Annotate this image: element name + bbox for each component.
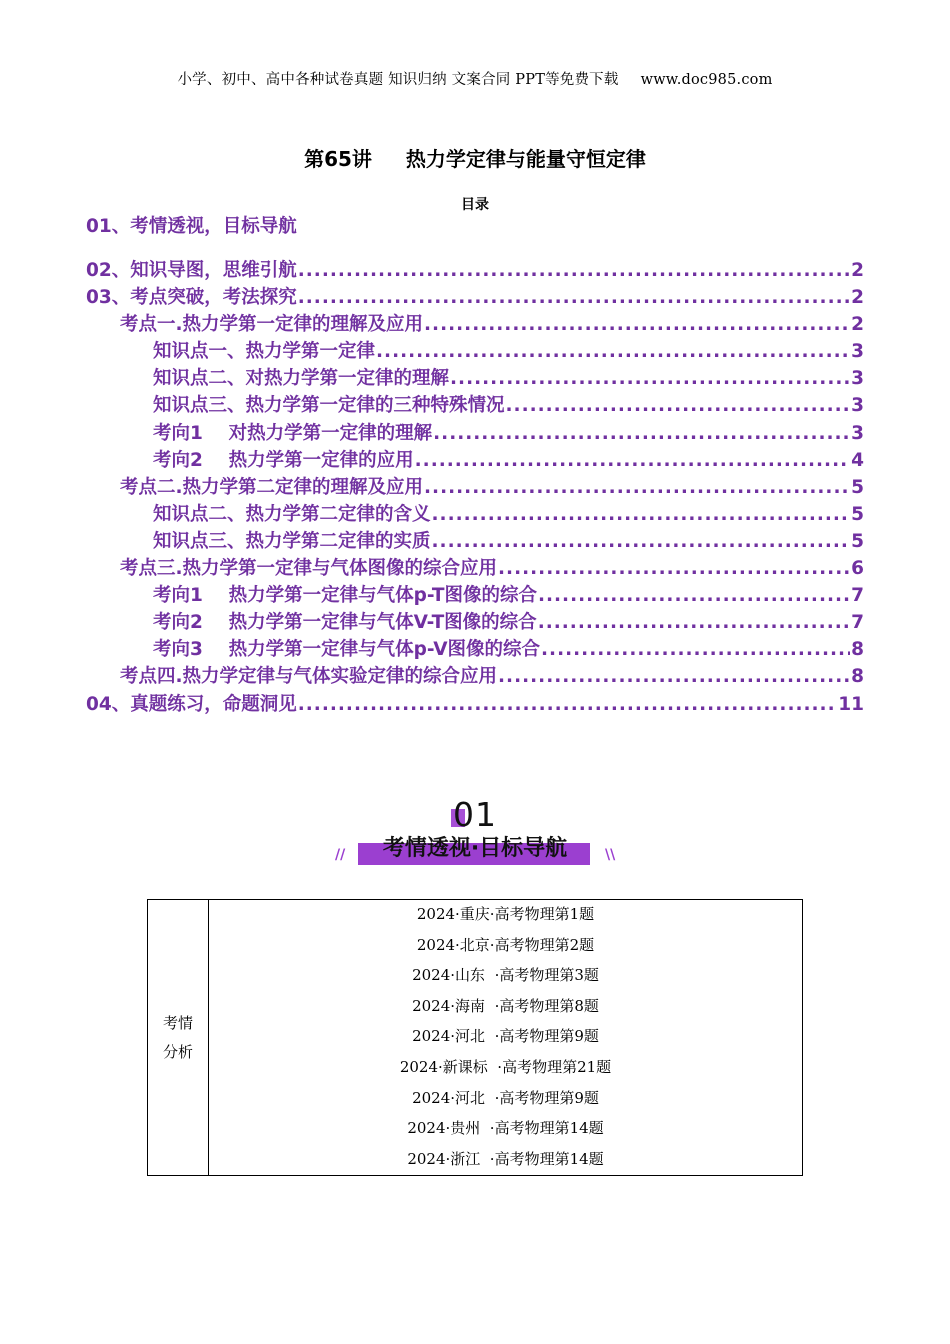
table-of-contents <box>86 212 864 717</box>
toc-entry-text: 知识点三、热力学第一定律的三种特殊情况 <box>153 395 505 417</box>
toc-entry-text: 02、知识导图，思维引航 <box>86 260 297 281</box>
toc-leader-dots <box>450 368 850 389</box>
toc-entry-text: 考向1 对热力学第一定律的理解 <box>153 422 433 444</box>
toc-leader-dots <box>498 666 850 687</box>
toc-entry-text: 考点一.热力学第一定律的理解及应用 <box>120 314 424 336</box>
toc-page-number: 3 <box>851 422 864 444</box>
site-header <box>0 68 950 89</box>
badge-right-slash: \\ <box>605 847 616 863</box>
toc-entry[interactable] <box>86 364 864 391</box>
toc-entry-text: 知识点三、热力学第二定律的实质 <box>153 530 431 552</box>
exam-item: 2024·河北 ·高考物理第9题 <box>412 1027 599 1046</box>
toc-page-number: 11 <box>838 693 864 715</box>
toc-page-number: 3 <box>851 341 864 363</box>
toc-entry[interactable] <box>86 690 864 717</box>
toc-leader-dots <box>432 504 851 525</box>
toc-entry-text: 考点三.热力学第一定律与气体图像的综合应用 <box>120 558 498 580</box>
toc-leader-dots <box>376 341 850 362</box>
toc-entry-text: 考点四.热力学定律与气体实验定律的综合应用 <box>120 666 498 688</box>
lecture-title <box>0 143 950 172</box>
toc-page-number: 2 <box>851 314 864 336</box>
toc-leader-dots <box>298 287 850 308</box>
toc-page-number: 3 <box>851 368 864 390</box>
toc-page-number: 5 <box>851 503 864 525</box>
site-header-text: 小学、初中、高中各种试卷真题 知识归纳 文案合同 PPT等免费下载 <box>177 72 619 88</box>
toc-page-number: 2 <box>851 287 864 309</box>
exam-label-line1: 考情 <box>162 1013 193 1032</box>
toc-leader-dots <box>424 314 850 335</box>
exam-analysis-table <box>147 899 803 1176</box>
toc-heading: 目录 <box>461 197 489 213</box>
toc-page-number: 5 <box>851 476 864 498</box>
toc-leader-dots <box>538 612 850 633</box>
toc-entry-text: 04、真题练习，命题洞见 <box>86 693 297 715</box>
toc-leader-dots <box>541 639 850 660</box>
lecture-topic: 热力学定律与能量守恒定律 <box>405 147 646 171</box>
toc-entry[interactable] <box>86 283 864 310</box>
toc-leader-dots <box>498 558 850 579</box>
toc-entry-text: 知识点二、热力学第二定律的含义 <box>153 503 431 525</box>
site-url[interactable]: www.doc985.com <box>640 72 773 88</box>
toc-entry-text: 知识点二、对热力学第一定律的理解 <box>153 368 450 390</box>
toc-list <box>86 256 864 717</box>
toc-leader-dots <box>415 450 850 471</box>
toc-entry-01[interactable]: 01、考情透视，目标导航 <box>86 216 297 237</box>
exam-item: 2024·重庆·高考物理第1题 <box>416 905 595 923</box>
toc-leader-dots <box>506 395 851 416</box>
toc-leader-dots <box>424 477 850 498</box>
toc-page-number: 2 <box>851 260 864 281</box>
exam-item: 2024·山东 ·高考物理第3题 <box>412 966 599 985</box>
toc-entry[interactable] <box>86 662 864 689</box>
toc-leader-dots <box>433 423 850 444</box>
toc-entry[interactable] <box>86 635 864 662</box>
toc-entry[interactable] <box>86 256 864 283</box>
toc-entry-text: 考向2 热力学第一定律的应用 <box>153 449 414 471</box>
toc-page-number: 7 <box>851 585 864 607</box>
toc-page-number: 4 <box>851 449 864 471</box>
exam-item-list <box>209 900 802 1175</box>
exam-item: 2024·浙江 ·高考物理第14题 <box>407 1149 604 1168</box>
toc-page-number: 8 <box>851 639 864 661</box>
toc-entry-text: 考向1 热力学第一定律与气体p-T图像的综合 <box>153 585 537 607</box>
toc-entry[interactable] <box>86 500 864 527</box>
toc-entry[interactable] <box>86 391 864 418</box>
toc-page-number: 7 <box>851 612 864 634</box>
toc-entry[interactable] <box>86 554 864 581</box>
toc-entry[interactable] <box>86 608 864 635</box>
toc-entry[interactable] <box>86 446 864 473</box>
exam-analysis-label <box>148 900 209 1175</box>
toc-leader-dots <box>298 260 850 281</box>
toc-entry[interactable] <box>86 419 864 446</box>
toc-page-number: 6 <box>851 558 864 580</box>
toc-entry-text: 考向2 热力学第一定律与气体V-T图像的综合 <box>153 612 537 634</box>
badge-title: 考情透视·目标导航 <box>382 836 568 861</box>
toc-leader-dots <box>538 585 850 606</box>
toc-page-number: 8 <box>851 666 864 688</box>
exam-item: 2024·河北 ·高考物理第9题 <box>412 1088 599 1107</box>
toc-entry-text: 考点二.热力学第二定律的理解及应用 <box>120 476 424 498</box>
toc-entry[interactable] <box>86 581 864 608</box>
exam-item: 2024·海南 ·高考物理第8题 <box>412 996 599 1015</box>
toc-entry[interactable] <box>86 310 864 337</box>
toc-page-number: 3 <box>851 395 864 417</box>
exam-item: 2024·北京·高考物理第2题 <box>416 935 595 954</box>
badge-left-slash: // <box>335 847 346 863</box>
toc-entry-text: 考向3 热力学第一定律与气体p-V图像的综合 <box>153 639 541 661</box>
exam-label-line2: 分析 <box>162 1042 193 1061</box>
lecture-number: 第65讲 <box>304 147 372 171</box>
exam-item: 2024·贵州 ·高考物理第14题 <box>407 1119 604 1138</box>
toc-entry[interactable] <box>86 473 864 500</box>
toc-entry[interactable] <box>86 337 864 364</box>
badge-number: 01 <box>453 795 497 834</box>
toc-page-number: 5 <box>851 530 864 552</box>
toc-entry-text: 知识点一、热力学第一定律 <box>153 341 376 363</box>
toc-leader-dots <box>432 531 851 552</box>
toc-entry[interactable] <box>86 527 864 554</box>
toc-leader-dots <box>298 694 838 715</box>
exam-item: 2024·新课标 ·高考物理第21题 <box>399 1057 612 1076</box>
toc-entry-text: 03、考点突破，考法探究 <box>86 287 297 309</box>
section-badge <box>335 795 617 870</box>
